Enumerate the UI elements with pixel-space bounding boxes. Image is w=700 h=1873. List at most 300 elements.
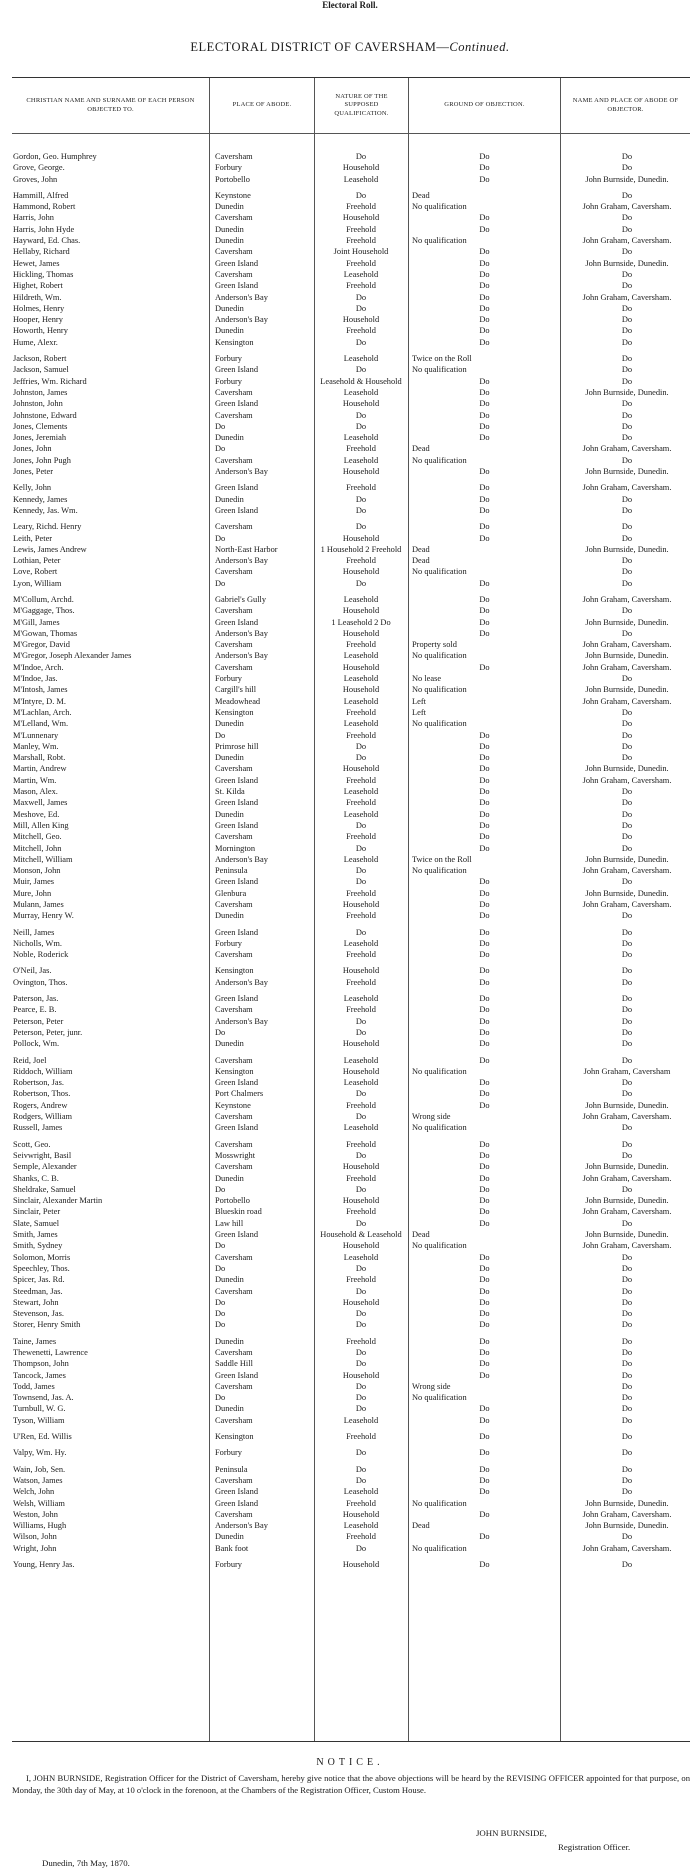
- cell-name: Turnbull, W. G.: [13, 1404, 66, 1414]
- table-row: [12, 555, 690, 566]
- cell-abode: Kensington: [215, 1066, 254, 1076]
- cell-ground: Do: [479, 421, 490, 431]
- table-row: [12, 809, 690, 820]
- cell-abode: Do: [215, 444, 226, 454]
- table-row: [12, 190, 690, 201]
- table-row: [12, 1447, 690, 1458]
- table-row: [12, 1475, 690, 1486]
- cell-nature: Freehold: [346, 444, 376, 454]
- cell-objector: Do: [621, 832, 633, 842]
- cell-ground: Do: [479, 1432, 490, 1442]
- table-row: [12, 325, 690, 336]
- cell-objector: John Burnside, Dunedin.: [585, 685, 669, 695]
- table-body: [12, 151, 690, 1570]
- table-row: [12, 876, 690, 887]
- cell-abode: Do: [215, 1184, 226, 1194]
- cell-name: M'Gill, James: [13, 617, 60, 627]
- table-row: [12, 1358, 690, 1369]
- table-row: [12, 1509, 690, 1520]
- cell-nature: Do: [355, 421, 367, 431]
- cell-name: Hammill, Alfred: [13, 190, 69, 200]
- cell-abode: Kensington: [215, 1432, 254, 1442]
- table-row: [12, 1150, 690, 1161]
- cell-objector: Do: [621, 994, 633, 1004]
- table-row: [12, 505, 690, 516]
- cell-objector: John Graham, Caversham.: [582, 202, 672, 212]
- cell-nature: Household: [342, 1039, 380, 1049]
- cell-abode: Anderson's Bay: [215, 628, 268, 638]
- cell-nature: Do: [355, 1464, 367, 1474]
- table-row: [12, 1173, 690, 1184]
- cell-abode: Green Island: [215, 281, 259, 291]
- cell-objector: John Graham, Caversham.: [582, 900, 672, 909]
- cell-abode: Caversham: [215, 832, 253, 842]
- cell-abode: Green Island: [215, 1123, 259, 1133]
- cell-abode: Caversham: [215, 455, 253, 465]
- cell-ground: Do: [479, 927, 490, 937]
- cell-objector: John Burnside, Dunedin.: [585, 544, 669, 554]
- table-row: [12, 1161, 690, 1172]
- cell-abode: Caversham: [215, 1475, 253, 1485]
- cell-nature: Household: [342, 1560, 380, 1570]
- cell-objector: John Graham, Caversham.: [582, 1112, 672, 1122]
- cell-objector: Do: [621, 1404, 633, 1414]
- cell-nature: Freehold: [346, 1432, 376, 1442]
- cell-ground: Do: [479, 1370, 490, 1380]
- cell-name: Mitchell, John: [13, 843, 62, 853]
- table-row: [12, 741, 690, 752]
- cell-objector: John Graham, Caversham.: [582, 1543, 672, 1553]
- cell-objector: Do: [621, 433, 633, 443]
- cell-nature: Household: [342, 399, 380, 409]
- cell-abode: Primrose hill: [215, 741, 259, 751]
- cell-abode: Caversham: [215, 269, 253, 279]
- cell-abode: Caversham: [215, 1112, 253, 1122]
- cell-objector: Do: [621, 1487, 633, 1497]
- cell-abode: Do: [215, 1241, 226, 1251]
- cell-objector: Do: [621, 1359, 633, 1369]
- cell-nature: Do: [355, 578, 367, 588]
- date-line: Dunedin, 7th May, 1870.: [42, 1858, 130, 1868]
- table-row: [12, 1347, 690, 1358]
- cell-abode: Dunedin: [215, 809, 244, 819]
- cell-abode: Green Island: [215, 798, 259, 808]
- cell-ground: Do: [479, 1487, 490, 1497]
- cell-ground: No qualification: [412, 1241, 467, 1251]
- table-row: [12, 752, 690, 763]
- cell-ground: Dead: [412, 544, 430, 554]
- cell-objector: Do: [621, 1263, 633, 1273]
- cell-name: U'Ren, Ed. Willis: [13, 1432, 72, 1442]
- cell-ground: Do: [479, 399, 490, 409]
- cell-name: Mason, Alex.: [13, 787, 58, 797]
- table-row: [12, 314, 690, 325]
- cell-objector: Do: [621, 163, 633, 173]
- table-row: [12, 544, 690, 555]
- cell-abode: Dunedin: [215, 753, 244, 763]
- cell-nature: Household: [342, 1066, 380, 1076]
- table-row: [12, 899, 690, 910]
- cell-name: Smith, James: [13, 1230, 58, 1240]
- cell-objector: Do: [621, 911, 633, 921]
- cell-abode: Green Island: [215, 399, 259, 409]
- cell-objector: Do: [621, 1464, 633, 1474]
- cell-ground: No qualification: [412, 1066, 467, 1076]
- cell-abode: Portobello: [215, 174, 250, 184]
- cell-abode: Caversham: [215, 1415, 253, 1425]
- cell-abode: Dunedin: [215, 1173, 244, 1183]
- cell-ground: Do: [479, 376, 490, 386]
- cell-nature: Do: [355, 365, 367, 375]
- cell-nature: Household: [342, 213, 380, 223]
- cell-abode: Caversham: [215, 640, 253, 650]
- table-row: [12, 938, 690, 949]
- cell-abode: Do: [215, 578, 226, 588]
- cell-ground: Do: [479, 900, 490, 909]
- cell-objector: Do: [621, 628, 633, 638]
- cell-nature: Do: [355, 152, 367, 161]
- cell-abode: Keynstone: [215, 1100, 251, 1110]
- table-row: [12, 1066, 690, 1077]
- cell-ground: Do: [479, 753, 490, 763]
- cell-objector: John Graham, Caversham.: [582, 594, 672, 604]
- cell-abode: Anderson's Bay: [215, 1016, 268, 1026]
- cell-objector: Do: [621, 421, 633, 431]
- cell-objector: Do: [621, 337, 633, 347]
- cell-name: M'Lachlan, Arch.: [13, 707, 72, 717]
- cell-abode: Anderson's Bay: [215, 1521, 268, 1531]
- cell-abode: Forbury: [215, 1448, 242, 1458]
- cell-abode: Caversham: [215, 213, 253, 223]
- header-rule: [12, 133, 690, 134]
- cell-ground: Do: [479, 798, 490, 808]
- cell-ground: Do: [479, 787, 490, 797]
- cell-name: M'Gaggage, Thos.: [13, 606, 75, 616]
- cell-abode: Law hill: [215, 1218, 244, 1228]
- cell-nature: Freehold: [346, 326, 376, 336]
- cell-name: Taine, James: [13, 1336, 57, 1346]
- table-row: [12, 1055, 690, 1066]
- cell-nature: Household: [342, 1162, 380, 1172]
- cell-abode: Caversham: [215, 1286, 253, 1296]
- cell-ground: Do: [479, 1359, 490, 1369]
- cell-objector: John Burnside, Dunedin.: [585, 1521, 669, 1531]
- cell-ground: Do: [479, 163, 490, 173]
- cell-ground: Do: [479, 843, 490, 853]
- cell-abode: Kensington: [215, 337, 254, 347]
- cell-objector: Do: [621, 1381, 633, 1391]
- table-row: [12, 949, 690, 960]
- table-row: [12, 1077, 690, 1088]
- table-row: [12, 482, 690, 493]
- table-row: [12, 843, 690, 854]
- cell-nature: Do: [355, 1309, 367, 1319]
- table-row: [12, 410, 690, 421]
- cell-name: Valpy, Wm. Hy.: [13, 1448, 67, 1458]
- cell-abode: Peninsula: [215, 866, 248, 876]
- cell-name: Welch, John: [13, 1487, 55, 1497]
- cell-nature: Household: [342, 1297, 380, 1307]
- cell-objector: Do: [621, 556, 633, 566]
- cell-nature: Do: [355, 505, 367, 515]
- cell-nature: Household: [342, 315, 380, 325]
- cell-objector: Do: [621, 1252, 633, 1262]
- table-row: [12, 820, 690, 831]
- cell-name: Wilson, John: [13, 1532, 57, 1542]
- cell-ground: No qualification: [412, 1393, 467, 1403]
- cell-ground: No qualification: [412, 651, 467, 661]
- cell-abode: Caversham: [215, 662, 253, 672]
- table-row: [12, 455, 690, 466]
- table-row: [12, 1543, 690, 1554]
- cell-ground: No qualification: [412, 202, 467, 212]
- cell-objector: John Burnside, Dunedin.: [585, 1230, 669, 1240]
- cell-ground: Do: [479, 326, 490, 336]
- cell-abode: Green Island: [215, 820, 259, 830]
- cell-objector: Do: [621, 1320, 633, 1330]
- cell-nature: Household: [342, 900, 380, 909]
- cell-nature: Household: [342, 1241, 380, 1251]
- cell-abode: Dunedin: [215, 236, 244, 246]
- table-row: [12, 1274, 690, 1285]
- cell-nature: Leasehold: [343, 174, 379, 184]
- table-row: [12, 566, 690, 577]
- cell-ground: Left: [412, 707, 426, 717]
- cell-abode: Do: [215, 533, 226, 543]
- cell-name: Hooper, Henry: [13, 315, 63, 325]
- cell-nature: Leasehold: [343, 1078, 379, 1088]
- cell-objector: Do: [621, 190, 633, 200]
- cell-name: Johnstone, Edward: [13, 410, 77, 420]
- cell-name: Young, Henry Jas.: [13, 1560, 75, 1570]
- notice-title: NOTICE.: [316, 1757, 384, 1768]
- cell-name: Holmes, Henry: [13, 303, 65, 313]
- cell-abode: Do: [215, 730, 226, 740]
- cell-objector: Do: [621, 820, 633, 830]
- cell-nature: Household: [342, 966, 380, 976]
- cell-ground: Do: [479, 1196, 490, 1206]
- table-row: [12, 280, 690, 291]
- cell-objector: Do: [621, 1309, 633, 1319]
- table-row: [12, 1297, 690, 1308]
- cell-abode: Do: [215, 421, 226, 431]
- cell-name: Rogers, Andrew: [13, 1100, 68, 1110]
- table-row: [12, 1415, 690, 1426]
- table-row: [12, 763, 690, 774]
- table-row: [12, 865, 690, 876]
- cell-nature: Freehold: [346, 911, 376, 921]
- cell-abode: Caversham: [215, 900, 253, 909]
- cell-name: Wright, John: [13, 1543, 57, 1553]
- cell-abode: Forbury: [215, 354, 242, 364]
- cell-nature: Do: [355, 1218, 367, 1228]
- cell-name: Stewart, John: [13, 1297, 59, 1307]
- cell-nature: Freehold: [346, 202, 376, 212]
- table-row: [12, 910, 690, 921]
- cell-name: Mulann, James: [13, 900, 64, 909]
- district-title: ELECTORAL DISTRICT OF CAVERSHAM—Continued.: [190, 40, 510, 54]
- cell-nature: Freehold: [346, 258, 376, 268]
- cell-ground: Do: [479, 152, 490, 161]
- cell-ground: Do: [479, 730, 490, 740]
- cell-name: Stevenson, Jas.: [13, 1309, 64, 1319]
- cell-objector: Do: [621, 1448, 633, 1458]
- cell-nature: Freehold: [346, 775, 376, 785]
- table-row: [12, 1403, 690, 1414]
- cell-abode: Saddle Hill: [215, 1359, 253, 1369]
- cell-name: Mure, John: [13, 888, 52, 898]
- cell-name: M'Indoe, Arch.: [13, 662, 64, 672]
- cell-ground: Dead: [412, 190, 430, 200]
- cell-name: Sheldrake, Samuel: [13, 1184, 76, 1194]
- cell-ground: No qualification: [412, 455, 467, 465]
- cell-nature: Household: [342, 1196, 380, 1206]
- cell-objector: Do: [621, 455, 633, 465]
- table-row: [12, 1016, 690, 1027]
- cell-ground: No qualification: [412, 567, 467, 577]
- cell-abode: Caversham: [215, 1162, 253, 1172]
- cell-objector: Do: [621, 326, 633, 336]
- cell-ground: Do: [479, 1173, 490, 1183]
- cell-abode: Anderson's Bay: [215, 467, 268, 477]
- cell-abode: Green Island: [215, 483, 259, 493]
- cell-objector: Do: [621, 247, 633, 257]
- cell-name: Spicer, Jas. Rd.: [13, 1275, 65, 1285]
- cell-objector: Do: [621, 1139, 633, 1149]
- cell-name: Russell, James: [13, 1123, 63, 1133]
- cell-name: Harris, John Hyde: [13, 224, 75, 234]
- cell-ground: Do: [479, 911, 490, 921]
- cell-name: Mitchell, Geo.: [13, 832, 62, 842]
- cell-name: Jackson, Samuel: [13, 365, 69, 375]
- cell-nature: Do: [355, 1016, 367, 1026]
- cell-name: Jones, John: [13, 444, 52, 454]
- cell-nature: Freehold: [346, 1532, 376, 1542]
- cell-nature: Freehold: [346, 1336, 376, 1346]
- cell-name: M'Intyre, D. M.: [13, 696, 66, 706]
- cell-ground: Do: [479, 213, 490, 223]
- cell-name: Murray, Henry W.: [13, 911, 74, 921]
- cell-objector: Do: [621, 1275, 633, 1285]
- cell-objector: Do: [621, 578, 633, 588]
- cell-ground: Property sold: [412, 640, 457, 650]
- cell-objector: John Burnside, Dunedin.: [585, 387, 669, 397]
- cell-abode: Do: [215, 1320, 226, 1330]
- cell-name: Rodgers, William: [13, 1112, 73, 1122]
- table-row: [12, 1139, 690, 1150]
- cell-objector: Do: [621, 1027, 633, 1037]
- cell-ground: Do: [479, 578, 490, 588]
- cell-name: Lothian, Peter: [13, 556, 61, 566]
- cell-nature: Leasehold: [343, 696, 379, 706]
- cell-objector: Do: [621, 376, 633, 386]
- table-row: [12, 1240, 690, 1251]
- cell-nature: Do: [355, 337, 367, 347]
- cell-objector: Do: [621, 966, 633, 976]
- cell-objector: Do: [621, 224, 633, 234]
- table-row: [12, 1319, 690, 1330]
- cell-ground: Do: [479, 1336, 490, 1346]
- cell-nature: Leasehold: [343, 1252, 379, 1262]
- cell-abode: Dunedin: [215, 911, 244, 921]
- cell-abode: Glenbura: [215, 888, 247, 898]
- cell-ground: Twice on the Roll: [412, 354, 472, 364]
- cell-name: Lewis, James Andrew: [13, 544, 87, 554]
- cell-nature: Freehold: [346, 1498, 376, 1508]
- cell-name: M'Lunnenary: [13, 730, 59, 740]
- cell-abode: Dunedin: [215, 1336, 244, 1346]
- cell-nature: Do: [355, 1347, 367, 1357]
- cell-ground: Do: [479, 1509, 490, 1519]
- table-row: [12, 673, 690, 684]
- cell-objector: Do: [621, 1286, 633, 1296]
- cell-objector: John Burnside, Dunedin.: [585, 764, 669, 774]
- cell-objector: John Graham, Caversham.: [582, 1241, 672, 1251]
- cell-objector: John Burnside, Dunedin.: [585, 617, 669, 627]
- cell-ground: Do: [479, 1055, 490, 1065]
- table-row: [12, 1218, 690, 1229]
- cell-nature: Leasehold: [343, 854, 379, 864]
- cell-abode: Caversham: [215, 1055, 253, 1065]
- cell-name: Slate, Samuel: [13, 1218, 60, 1228]
- cell-ground: Do: [479, 662, 490, 672]
- cell-name: Watson, James: [13, 1475, 63, 1485]
- cell-nature: Freehold: [346, 1207, 376, 1217]
- table-row: [12, 533, 690, 544]
- cell-abode: St. Kilda: [215, 787, 245, 797]
- cell-ground: Do: [479, 174, 490, 184]
- cell-nature: Freehold: [346, 707, 376, 717]
- column-header-abode: PLACE OF ABODE.: [232, 101, 292, 109]
- cell-ground: Do: [479, 281, 490, 291]
- cell-ground: Do: [479, 606, 490, 616]
- cell-ground: Do: [479, 258, 490, 268]
- cell-abode: Green Island: [215, 1487, 259, 1497]
- table-row: [12, 1370, 690, 1381]
- cell-ground: Do: [479, 1309, 490, 1319]
- cell-ground: Do: [479, 1139, 490, 1149]
- cell-objector: Do: [621, 730, 633, 740]
- cell-abode: Peninsula: [215, 1464, 248, 1474]
- cell-ground: Do: [479, 1089, 490, 1099]
- cell-ground: Do: [479, 741, 490, 751]
- cell-ground: Do: [479, 1263, 490, 1273]
- cell-name: Highet, Robert: [13, 281, 63, 291]
- cell-nature: Do: [355, 1448, 367, 1458]
- cell-nature: Leasehold: [343, 1123, 379, 1133]
- cell-name: Paterson, Jas.: [13, 994, 59, 1004]
- cell-abode: Dunedin: [215, 326, 244, 336]
- table-row: [12, 258, 690, 269]
- cell-objector: John Graham, Caversham: [583, 1066, 671, 1076]
- cell-ground: Do: [479, 1560, 490, 1570]
- cell-objector: Do: [621, 707, 633, 717]
- table-row: [12, 376, 690, 387]
- notice-body: I, JOHN BURNSIDE, Registration Officer for the District of Caversham, hereby give notice that the above objections will be heard by the REVISING OFFICER appointed for that purpose, on Monday, the 30th day of May, at 10 o'clock in the forenoon, at the Chambers of the Registration Officer, Custom House.: [12, 1773, 690, 1795]
- cell-objector: Do: [621, 787, 633, 797]
- cell-nature: Leasehold: [343, 1055, 379, 1065]
- cell-objector: Do: [621, 399, 633, 409]
- cell-objector: John Graham, Caversham.: [582, 444, 672, 454]
- cell-name: Thewenetti, Lawrence: [13, 1347, 88, 1357]
- cell-name: Jones, Jeremiah: [13, 433, 67, 443]
- cell-name: Kennedy, James: [13, 494, 68, 504]
- cell-ground: Do: [479, 1347, 490, 1357]
- table-row: [12, 775, 690, 786]
- cell-objector: John Burnside, Dunedin.: [585, 888, 669, 898]
- cell-abode: Kensington: [215, 707, 254, 717]
- table-row: [12, 1184, 690, 1195]
